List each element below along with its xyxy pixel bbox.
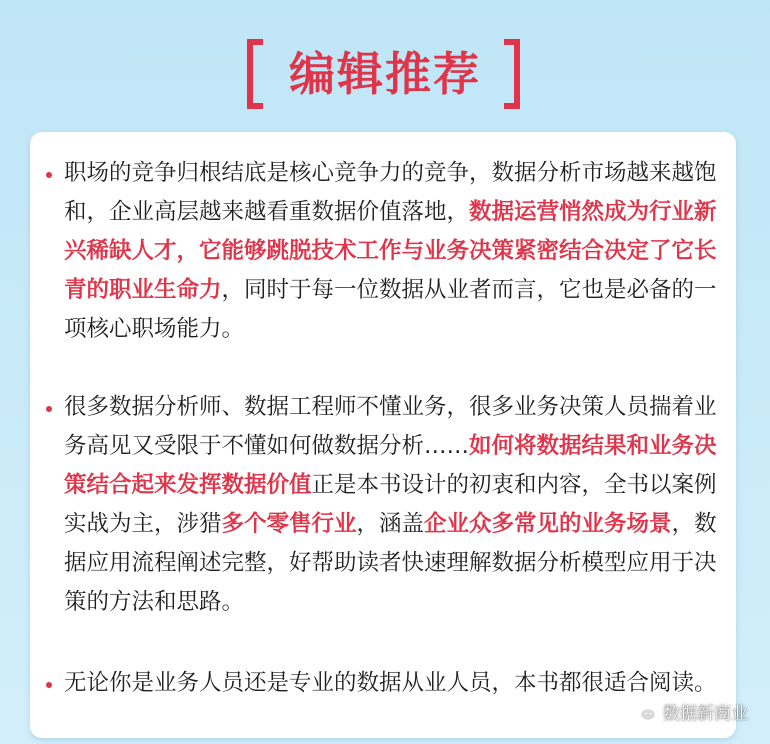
bullet-dot bbox=[46, 406, 52, 412]
paragraph-segment: 职场的竞争归根结底是核心竞争力的竞争，数据分析市场越来越饱和，企业高层越来越看重数据价值落地， bbox=[64, 160, 717, 225]
paragraph-1 bbox=[46, 154, 722, 349]
watermark bbox=[631, 699, 748, 724]
highlighted-segment: 多个零售行业 bbox=[221, 511, 357, 537]
paragraph-text bbox=[64, 388, 722, 622]
paragraph-segment: 无论你是业务人员还是专业的数据从业人员，本书都很适合阅读。 bbox=[64, 670, 717, 696]
paragraph-text bbox=[64, 664, 722, 703]
title-banner bbox=[0, 33, 770, 117]
paragraph-segment: ，数据应用流程阐述完整，好帮助读者快速理解数据分析模型应用于决策的方法和思路。 bbox=[64, 511, 717, 615]
bullet-dot bbox=[46, 172, 52, 178]
right-bracket bbox=[504, 39, 520, 109]
highlighted-segment: 企业众多常见的业务场景 bbox=[424, 511, 672, 537]
paragraph-segment: 很多数据分析师、数据工程师不懂业务，很多业务决策人员揣着业务高见又受限于不懂如何做数据分析…… bbox=[64, 394, 717, 459]
bullet-dot bbox=[46, 682, 52, 688]
paragraph-3 bbox=[46, 664, 722, 703]
paragraph-2 bbox=[46, 388, 722, 622]
highlighted-segment: 数据运营悄然成为行业新兴稀缺人才，它能够跳脱技术工作与业务决策紧密结合决定了它长青的职业生命力 bbox=[64, 199, 717, 303]
recommendation-card bbox=[30, 132, 736, 738]
highlighted-segment: 如何将数据结果和业务决策结合起来发挥数据价值 bbox=[64, 433, 717, 498]
watermark-text: 数据新商业 bbox=[663, 704, 748, 724]
paragraph-text bbox=[64, 154, 722, 349]
paragraph-segment: ，同时于每一位数据从业者而言，它也是必备的一项核心职场能力。 bbox=[64, 277, 717, 342]
paragraph-segment: ，涵盖 bbox=[356, 511, 425, 537]
page-title: 编辑推荐 bbox=[289, 47, 481, 101]
paragraph-segment: 正是本书设计的初衷和内容，全书以案例实战为主，涉猎 bbox=[64, 472, 717, 537]
wechat-icon bbox=[631, 702, 657, 722]
